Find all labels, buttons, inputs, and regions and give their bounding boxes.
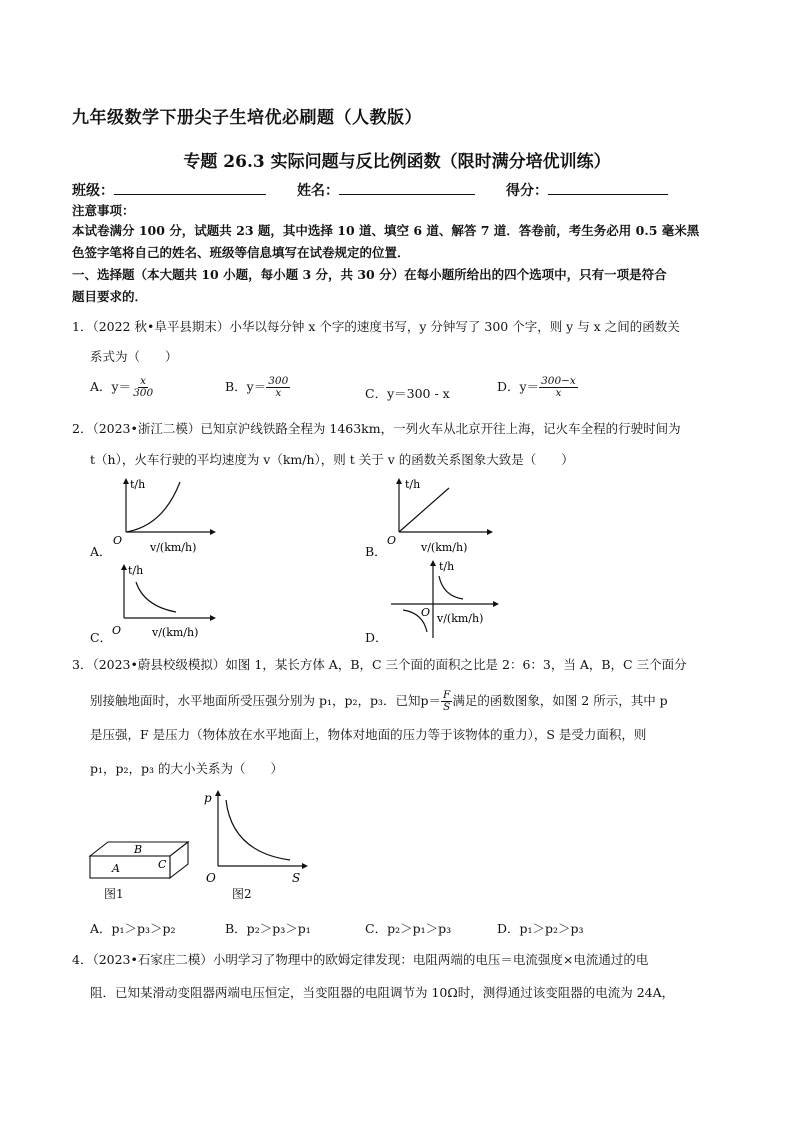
q1-option-d[interactable]: D．y＝ $\frac{300-x}{x}$ [497, 375, 576, 399]
q3-formula-fraction: $\frac{F}{S}$ [443, 689, 451, 713]
score-field [506, 180, 668, 200]
page-title: 九年级数学下册尖子生培优必刷题（人教版） [72, 108, 422, 128]
score-blank[interactable] [548, 180, 668, 195]
q1-option-b-fraction: $\frac{300}{x}$ [268, 375, 289, 399]
svg-text:t/h: t/h [130, 478, 146, 491]
class-field [72, 180, 266, 200]
notes-line-1: 本试卷满分 100 分，试题共 23 题，其中选择 10 道、填空 6 道、解答 7 道．答卷前，考生务必用 0.5 毫米黑 [72, 223, 700, 238]
q3-line-2: 别接触地面时，水平地面所受压强分别为 p₁，p₂，p₃．已知p＝ $\frac{F}{S}$ 满足的函数图象，如图 2 所示，其中 p [90, 689, 668, 713]
q1-line-2: 系式为（ ） [90, 349, 178, 364]
q3-line-1: 3．（2023•蔚县校级模拟）如图 1，某长方体 A，B，C 三个面的面积之比是 2：6：3，当 A，B，C 三个面分 [72, 657, 687, 672]
class-label: 班级： [72, 183, 114, 199]
svg-text:v/(km/h): v/(km/h) [421, 541, 468, 554]
class-blank[interactable] [114, 180, 266, 195]
q1-option-b[interactable]: B．y＝ $\frac{300}{x}$ [225, 375, 289, 399]
svg-text:C: C [158, 858, 167, 871]
svg-text:S: S [292, 871, 301, 885]
q2-graph-c[interactable] [108, 560, 220, 644]
svg-text:A: A [112, 862, 120, 875]
name-field [297, 180, 475, 200]
q2-option-a-label[interactable]: A． [90, 544, 112, 559]
svg-text:v/(km/h): v/(km/h) [152, 626, 199, 639]
q2-line-2: t（h），火车行驶的平均速度为 v（km/h），则 t 关于 v 的函数关系图象大致是（ ） [90, 452, 574, 467]
q3-figure-2-graph [198, 786, 312, 890]
svg-text:O: O [112, 624, 122, 637]
q2-option-d-label[interactable]: D． [365, 630, 388, 645]
svg-text:O: O [421, 606, 431, 619]
q3-option-c[interactable]: C．p₂＞p₁＞p₃ [365, 921, 452, 936]
svg-text:t/h: t/h [439, 560, 455, 573]
q1-line-1: 1．（2022 秋•阜平县期末）小华以每分钟 x 个字的速度书写，y 分钟写了 300 个字，则 y 与 x 之间的函数关 [72, 319, 680, 334]
notes-line-2: 色签字笔将自己的姓名、班级等信息填写在试卷规定的位置． [72, 245, 410, 260]
q2-option-c-label[interactable]: C． [90, 630, 113, 645]
q2-graph-a[interactable] [108, 474, 220, 558]
name-label: 姓名： [297, 183, 339, 199]
q2-option-b-label[interactable]: B． [365, 544, 387, 559]
q3-line-3: 是压强，F 是压力（物体放在水平地面上，物体对地面的压力等于该物体的重力），S 是受力面积，则 [90, 727, 647, 742]
q1-option-c[interactable]: C．y＝300 - x [365, 386, 450, 401]
q2-line-1: 2．（2023•浙江二模）已知京沪线铁路全程为 1463km，一列火车从北京开往上海，记火车全程的行驶时间为 [72, 421, 681, 436]
svg-text:O: O [387, 534, 397, 547]
q4-line-2: 阻．已知某滑动变阻器两端电压恒定，当变阻器的电阻调节为 10Ω时，测得通过该变阻器的电流为 24A， [90, 985, 675, 1000]
svg-text:p: p [204, 791, 212, 805]
q3-option-a[interactable]: A．p₁＞p₃＞p₂ [90, 921, 176, 936]
q3-line-4: p₁，p₂，p₃ 的大小关系为（ ） [90, 761, 284, 776]
q3-figure-2-label: 图2 [232, 887, 252, 901]
q3-option-b[interactable]: B．p₂＞p₃＞p₁ [225, 921, 311, 936]
svg-text:B: B [134, 843, 143, 856]
section-heading-line-2: 题目要求的． [72, 289, 148, 304]
q1-option-d-fraction: $\frac{300-x}{x}$ [541, 375, 576, 399]
q2-graph-b[interactable] [385, 474, 497, 558]
q4-line-1: 4．（2023•石家庄二模）小明学习了物理中的欧姆定律发现：电阻两端的电压＝电流强度×电流通过的电 [72, 952, 649, 967]
q3-figure-1-box [86, 838, 190, 880]
svg-text:O: O [206, 871, 216, 885]
q3-figure-1-label: 图1 [104, 887, 124, 901]
svg-text:v/(km/h): v/(km/h) [150, 541, 197, 554]
svg-text:v/(km/h): v/(km/h) [437, 612, 484, 625]
svg-text:t/h: t/h [405, 478, 421, 491]
q3-option-d[interactable]: D．p₁＞p₂＞p₃ [497, 921, 584, 936]
svg-text:O: O [113, 534, 123, 547]
page-subtitle: 专题 26.3 实际问题与反比例函数（限时满分培优训练） [183, 152, 611, 172]
q2-graph-d[interactable] [385, 556, 503, 644]
q1-option-a-fraction: $\frac{x}{300}$ [133, 375, 154, 399]
q1-option-a[interactable]: A．y＝ $\frac{x}{300}$ [90, 375, 154, 399]
svg-text:t/h: t/h [128, 564, 144, 577]
name-blank[interactable] [339, 180, 475, 195]
score-label: 得分： [506, 183, 548, 199]
section-heading-line-1: 一、选择题（本大题共 10 小题，每小题 3 分，共 30 分）在每小题所给出的四个选项中，只有一项是符合 [72, 267, 667, 282]
notes-heading: 注意事项： [72, 203, 135, 218]
